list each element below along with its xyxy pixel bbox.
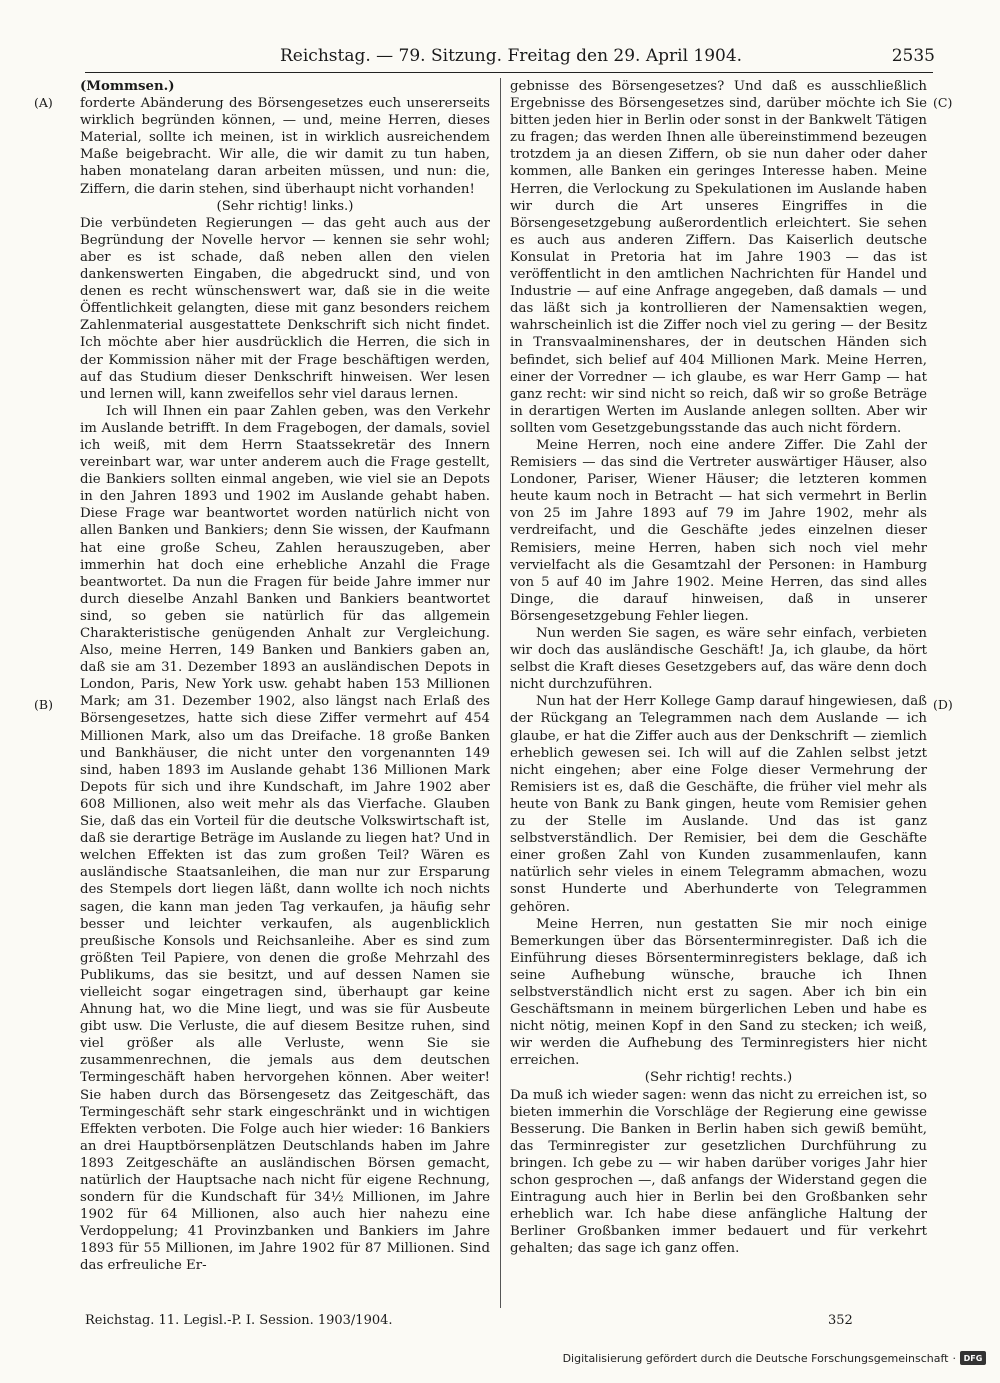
paragraph: Meine Herren, nun gestatten Sie mir noch einige Bemerkungen über das Börsenterminregister. Daß ich die Einführung dieses Börsenterminregisters beklage, daß ich seine Aufhebung wünsche, brauche ich Ihnen selbstverständlich nicht erst zu sagen. Aber ich bin ein Geschäftsmann in meinem bürgerlichen Leben und habe es nicht nötig, meinen Kopf in den Sand zu stecken; ich weiß, wir werden die Aufhebung des Terminregisters hier nicht erreichen. <box>510 916 927 1069</box>
interjection: (Sehr richtig! links.) <box>216 198 354 214</box>
paragraph: Nun werden Sie sagen, es wäre sehr einfach, verbieten wir doch das ausländische Geschäft! Ja, ich glaube, da hört selbst die Kraft dieses Gesetzgebers auf, das wäre denn doch nicht durchzuführen. <box>510 626 927 693</box>
margin-letter-b: (B) <box>34 697 53 712</box>
digitization-credit: Digitalisierung gefördert durch die Deutsche Forschungsgemeinschaft · DFG <box>563 1351 986 1365</box>
column-divider <box>500 78 501 1308</box>
paragraph: gebnisse des Börsengesetzes? Und daß es ausschließlich Ergebnisse des Börsengesetzes sind, darüber möchte ich Sie bitten jeden hier in Berlin oder sonst in der Bankwelt Tätigen zu fragen; das werden Ihnen alle übereinstimmend bezeugen trotzdem ja an diesen Ziffern, ob sie nun daher oder daher kommen, alle Banken ein geringes Interesse haben. Meine Herren, die Verlockung zu Spekulationen im Auslande haben wir durch die Art unseres Eingriffes in die Börsengesetzgebung außerordentlich erleichtert. Sie sehen es auch aus anderen Ziffern. Das Kaiserlich deutsche Konsulat in Pretoria hat im Jahre 1903 — das ist veröffentlicht in den amtlichen Nachrichten für Handel und Industrie — auf eine Anfrage angegeben, daß damals — und das läßt sich ja kontrollieren der Namensaktien wegen, wahrscheinlich ist die Ziffer noch viel zu gering — der Besitz in Transvaalminenshares, der in deutschen Händen sich befindet, sich belief auf 404 Millionen Mark. Meine Herren, einer der Vorredner — ich glaube, es war Herr Gamp — hat ganz recht: wir sind nicht so reich, daß wir so große Beträge in derartigen Werten im Auslande anlegen sollten. Aber wir sollten vom Gesetzgebungsstande das auch nicht fördern. <box>510 79 927 436</box>
running-header: Reichstag. — 79. Sitzung. Freitag den 29. April 1904. <box>280 46 743 66</box>
page-number: 2535 <box>891 46 935 66</box>
paragraph: Meine Herren, noch eine andere Ziffer. Die Zahl der Remisiers — das sind die Vertreter auswärtiger Häuser, also Londoner, Pariser, Wiener Häuser; die letzteren kommen heute kaum noch in Betracht — hat sich vermehrt in Berlin von 25 im Jahre 1893 auf 79 im Jahre 1902, mehr als verdreifacht, und die Geschäfte jedes einzelnen dieser Remisiers, meine Herren, haben sich noch viel mehr vervielfacht als die Gesamtzahl der Personen: in Hamburg von 5 auf 40 im Jahre 1902. Meine Herren, das sind alles Dinge, die darauf hinweisen, daß in unserer Börsengesetzgebung Fehler liegen. <box>510 437 927 624</box>
paragraph: forderte Abänderung des Börsengesetzes euch unsererseits wirklich begründen können, — und, meine Herren, dieses Material, sollte ich meinen, ist in wirklich ausreichendem Maße beigebracht. Wir alle, die wir damit zu tun haben, haben monatelang daran arbeiten müssen, und nun: die, Ziffern, die darin stehen, sind überhaupt nicht vorhanden! <box>80 96 490 197</box>
paragraph: Nun hat der Herr Kollege Gamp darauf hingewiesen, daß der Rückgang an Telegrammen nach dem Auslande — ich glaube, er hat die Ziffer auch aus der Denkschrift — ziemlich erheblich gewesen sei. Ich will auf die Zahlen selbst jetzt nicht eingehen; aber eine Folge dieser Vermehrung der Remisiers ist es, daß die Geschäfte, die früher viel mehr als heute von Bank zu Bank gingen, heute vom Remisier gehen zu der Stelle im Auslande. Und das ist ganz selbstverständlich. Der Remisier, bei dem die Geschäfte einer großen Zahl von Kunden zusammenlaufen, kann natürlich sehr vieles in einem Telegramm abmachen, wozu sonst Hunderte und Aberhunderte von Telegrammen gehören. <box>510 694 927 915</box>
signature-number: 352 <box>828 1313 853 1328</box>
paragraph: Die verbündeten Regierungen — das geht auch aus der Begründung der Novelle hervor — kennen sie sehr wohl; aber es ist schade, daß neben allen den vielen dankenswerten Eingaben, die abgedruckt sind, und von denen es recht wünschenswert war, daß sie in die weite Öffentlichkeit gelangten, diese mit ganz besonders reichem Zahlenmaterial ausgestattete Denkschrift sich nicht findet. Ich möchte aber hier ausdrücklich die Herren, die sich in der Kommission näher mit der Frage beschäftigen werden, auf das Studium dieser Denkschrift hinweisen. Wer lesen und lernen will, kann zweifellos sehr viel daraus lernen. <box>80 215 490 402</box>
margin-letter-d: (D) <box>933 697 953 712</box>
left-column <box>80 78 490 1275</box>
footer-session-info: Reichstag. 11. Legisl.-P. I. Session. 1903/1904. <box>85 1313 393 1328</box>
interjection: (Sehr richtig! rechts.) <box>644 1070 793 1086</box>
margin-letter-a: (A) <box>34 95 53 110</box>
speaker-name: (Mommsen.) <box>80 79 175 94</box>
margin-letter-c: (C) <box>933 95 953 110</box>
header-rule <box>85 72 933 73</box>
right-column <box>510 78 927 1257</box>
digitization-text: Digitalisierung gefördert durch die Deutsche Forschungsgemeinschaft <box>562 1351 949 1365</box>
dfg-logo-icon: DFG <box>960 1351 986 1365</box>
paragraph: Da muß ich wieder sagen: wenn das nicht zu erreichen ist, so bieten immerhin die Vorschläge der Regierung eine gewisse Besserung. Die Banken in Berlin haben sich gewiß bemüht, das Terminregister zur gesetzlichen Durchführung zu bringen. Ich gebe zu — wir haben darüber voriges Jahr hier schon gesprochen —, daß anfangs der Widerstand gegen die Eintragung auch hier in Berlin bei den Großbanken sehr erheblich war. Ich habe diese anfängliche Haltung der Berliner Großbanken immer bedauert und für verkehrt gehalten; das sage ich ganz offen. <box>510 1087 927 1257</box>
paragraph: Ich will Ihnen ein paar Zahlen geben, was den Verkehr im Auslande betrifft. In dem Fragebogen, der damals, soviel ich weiß, mit dem Herrn Staatssekretär des Innern vereinbart war, war unter anderem auch die Frage gestellt, die Bankiers sollten einmal angeben, wie viel sie an Depots in den Jahren 1893 und 1902 im Auslande gehabt haben. Diese Frage war beantwortet worden natürlich nicht von allen Banken und Bankiers; denn Sie wissen, der Kaufmann hat eine große Scheu, Zahlen herauszugeben, aber immerhin hat doch eine erhebliche Anzahl die Frage beantwortet. Da nun die Fragen für beide Jahre immer nur durch dieselbe Anzahl Banken und Bankiers beantwortet sind, so geben sie natürlich für das allgemein Charakteristische genügenden Anhalt zur Vergleichung. Also, meine Herren, 149 Banken und Bankiers gaben an, daß sie am 31. Dezember 1893 an ausländischen Depots in London, Paris, New York usw. gehabt haben 153 Millionen Mark; am 31. Dezember 1902, also längst nach Erlaß des Börsengesetzes, hatte sich diese Ziffer vermehrt auf 454 Millionen Mark, also um das Dreifache. 18 große Banken und Bankhäuser, die nicht unter den vorgenannten 149 sind, haben 1893 im Auslande gehabt 136 Millionen Mark Depots für sich und ihre Kundschaft, im Jahre 1902 aber 608 Millionen, also weit mehr als das Vierfache. Glauben Sie, daß das ein Vorteil für die deutsche Volkswirtschaft ist, daß sie derartige Beträge im Auslande zu liegen hat? Und in welchen Effekten ist das zum großen Teil? Wären es ausländische Staatsanleihen, die man nur zur Ersparung des Stempels dort liegen läßt, dann wollte ich noch nichts sagen, die kann man jeden Tag verkaufen, ja häufig sehr besser und leichter verkaufen, als augenblicklich preußische Konsols und Reichsanleihe. Aber es sind zum größten Teil Papiere, von denen die große Mehrzahl des Publikums, das sie besitzt, und auf dessen Namen sie vielleicht sogar eingetragen sind, überhaupt gar keine Ahnung hat, wo die Mine liegt, und was sie für Ausbeute gibt usw. Die Verluste, die auf diesem Besitze ruhen, sind viel größer als alle Verluste, wenn Sie sie zusammenrechnen, die jemals aus dem deutschen Termingeschäft haben hervorgehen können. Aber weiter! Sie haben durch das Börsengesetz das Zeitgeschäft, das Termingeschäft sehr stark eingeschränkt und in wichtigen Effekten verboten. Die Folge auch hier wieder: 16 Bankiers an drei Hauptbörsenplätzen Deutschlands haben im Jahre 1893 Zeitgeschäfte an ausländischen Börsen gemacht, natürlich der Hauptsache nach nicht für eigene Rechnung, sondern für die Kundschaft für 34½ Millionen, im Jahre 1902 für 64 Millionen, also auch hier nahezu eine Verdoppelung; 41 Provinzbanken und Bankiers im Jahre 1893 für 55 Millionen, im Jahre 1902 für 87 Millionen. Sind das erfreuliche Er- <box>80 403 490 1274</box>
